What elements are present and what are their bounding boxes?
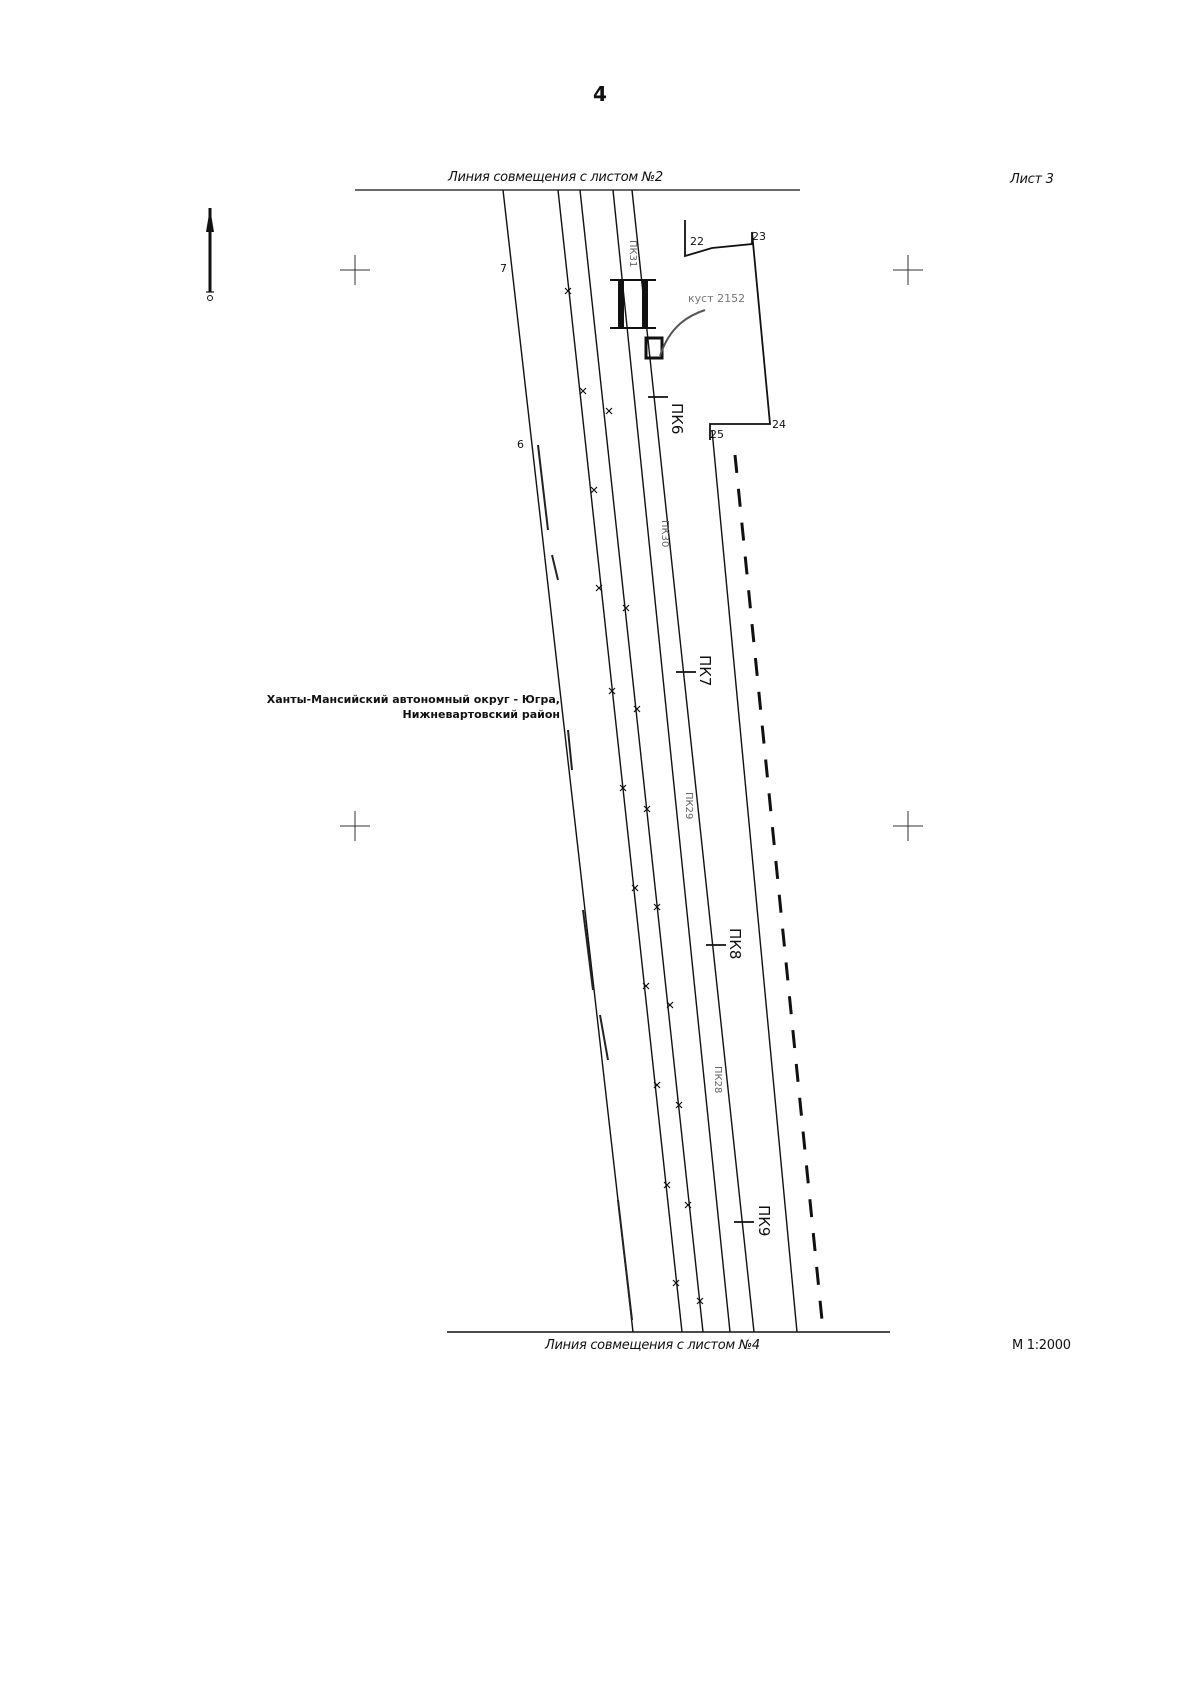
well-pad-label: куст 2152 bbox=[688, 292, 746, 305]
side-picket-label: ПК31 bbox=[627, 240, 638, 268]
dashed-boundary bbox=[735, 455, 822, 1320]
side-picket-label: ПК29 bbox=[683, 792, 694, 820]
side-picket-label: ПК30 bbox=[659, 520, 670, 548]
left-mark: 6 bbox=[517, 438, 524, 451]
north-arrow-icon bbox=[206, 208, 214, 301]
terrain-hatches bbox=[538, 445, 632, 1320]
left-marks bbox=[500, 262, 524, 451]
registration-marks bbox=[340, 255, 923, 841]
boundary-point-label: 23 bbox=[752, 230, 766, 243]
top-alignment-line-label: Линия совмещения с листом №2 bbox=[448, 170, 663, 185]
boundary-point-label: 25 bbox=[710, 428, 724, 441]
corridor-lines bbox=[503, 190, 797, 1332]
well-pad-boundary bbox=[685, 220, 770, 440]
picket-label: ПК6 bbox=[668, 403, 686, 435]
sheet-label: Лист 3 bbox=[1010, 172, 1054, 187]
page-number: 4 bbox=[593, 82, 607, 106]
boundary-point-labels bbox=[690, 230, 786, 441]
picket-label: ПК7 bbox=[696, 655, 714, 687]
boundary-point-label: 22 bbox=[690, 235, 704, 248]
scale-label: М 1:2000 bbox=[1012, 1338, 1071, 1353]
side-picket-label: ПК28 bbox=[712, 1066, 723, 1094]
left-mark: 7 bbox=[500, 262, 507, 275]
bottom-alignment-line-label: Линия совмещения с листом №4 bbox=[545, 1338, 760, 1353]
picket-labels bbox=[668, 403, 773, 1236]
picket-label: ПК8 bbox=[726, 928, 744, 960]
region-line-2: Нижневартовский район bbox=[402, 708, 560, 721]
region-line-1: Ханты-Мансийский автономный округ - Югра, bbox=[266, 693, 560, 706]
boundary-point-label: 24 bbox=[772, 418, 786, 431]
picket-label: ПК9 bbox=[755, 1205, 773, 1237]
